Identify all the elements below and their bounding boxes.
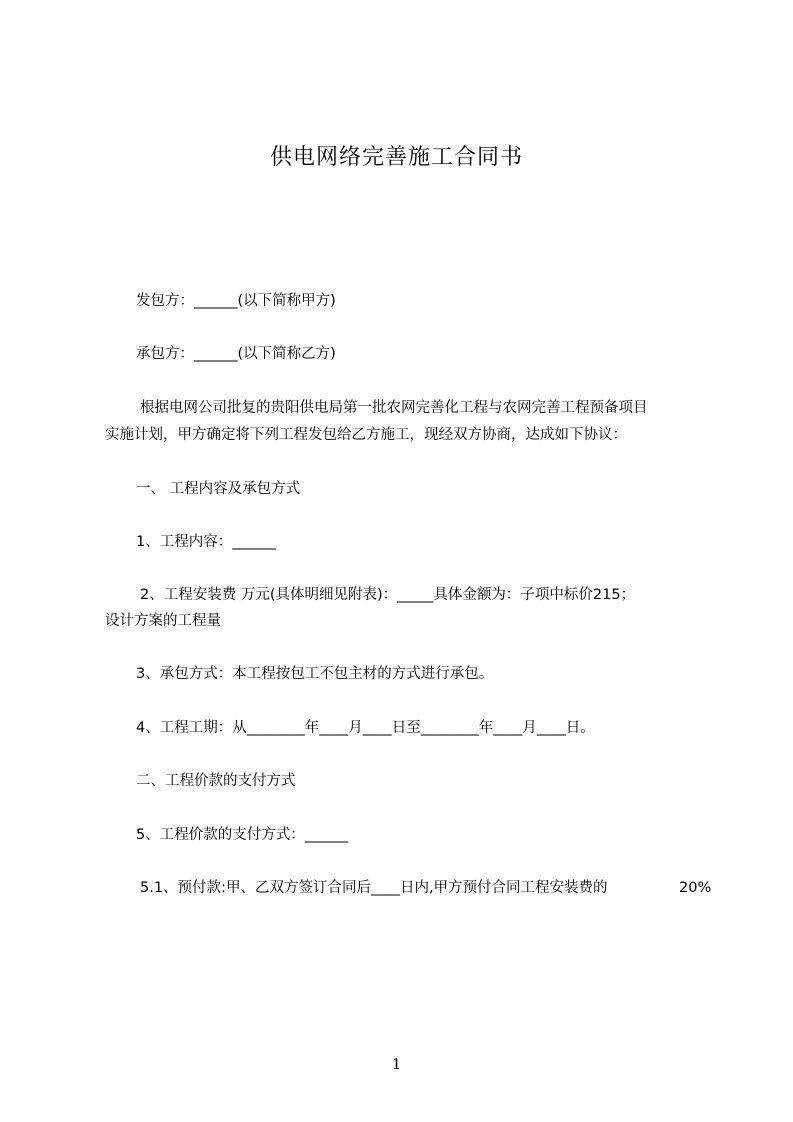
- section-2-heading: 二、工程价款的支付方式: [136, 773, 296, 789]
- page-number: 1: [391, 1055, 402, 1073]
- clause-1: 1、工程内容：______: [136, 534, 276, 550]
- document-title: 供电网络完善施工合同书: [269, 145, 523, 170]
- clause-4: 4、工程工期：从________年____月____日至________年____月____日。: [136, 720, 595, 736]
- clause-3: 3、承包方式：本工程按包工不包主材的方式进行承包。: [136, 666, 494, 682]
- section-1-heading: 一、 工程内容及承包方式: [136, 481, 301, 497]
- contractor-line: 承包方：______(以下简称乙方): [136, 346, 336, 362]
- preamble-line-2: 实施计划，甲方确定将下列工程发包给乙方施工，现经双方协商，达成如下协议：: [105, 427, 627, 443]
- clause-5-1-percent: 20%: [679, 880, 712, 896]
- clause-5-1: 5.1、预付款:甲、乙双方签订合同后____日内,甲方预付合同工程安装费的: [140, 880, 608, 896]
- clause-2-line-2: 设计方案的工程量: [105, 613, 221, 629]
- employer-line: 发包方：______(以下简称甲方): [136, 293, 336, 309]
- clause-5: 5、工程价款的支付方式：______: [136, 827, 349, 843]
- clause-2-line-1: 2、工程安装费 万元(具体明细见附表)：_____具体金额为：子项中标价215；: [140, 587, 636, 603]
- preamble-line-1: 根据电网公司批复的贵阳供电局第一批农网完善化工程与农网完善工程预备项目: [140, 400, 648, 416]
